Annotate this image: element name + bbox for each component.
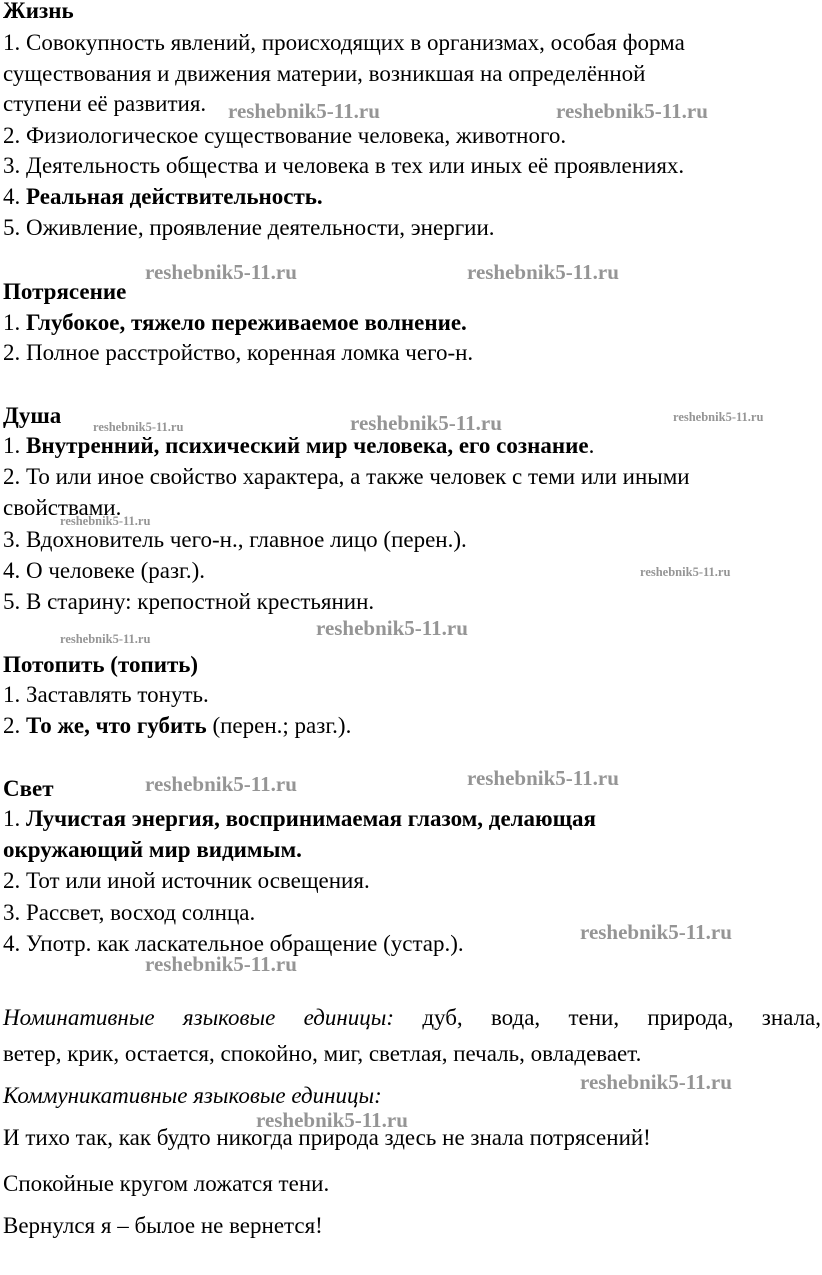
watermark: reshebnik5-11.ru — [145, 260, 297, 284]
definition-line: 2. Физиологическое существование человека, животного. — [3, 123, 567, 148]
definition-line: 3. Деятельность общества и человека в тех или иных её проявлениях. — [3, 153, 685, 178]
definition-rest-text: . — [588, 433, 595, 458]
watermark: reshebnik5-11.ru — [60, 514, 151, 528]
definition-line — [3, 310, 467, 336]
watermark: reshebnik5-11.ru — [316, 616, 468, 640]
definition-bold-text: Реальная действительность. — [26, 184, 323, 209]
watermark: reshebnik5-11.ru — [93, 420, 184, 434]
definition-line: 2. То или иное свойство характера, а также человек с теми или иными — [3, 464, 690, 489]
watermark: reshebnik5-11.ru — [467, 766, 619, 790]
definition-line: 1. Совокупность явлений, происходящих в организмах, особая форма — [3, 30, 685, 55]
definition-line: 5. Оживление, проявление деятельности, энергии. — [3, 215, 495, 240]
watermark: reshebnik5-11.ru — [60, 632, 151, 646]
definition-line: 5. В старину: крепостной крестьянин. — [3, 589, 375, 614]
definition-line: окружающий мир видимым. — [3, 837, 302, 862]
definition-line: ступени её развития. — [3, 91, 207, 116]
definition-line — [3, 806, 596, 832]
definition-number: 1. — [3, 806, 26, 831]
definition-line: 1. Заставлять тонуть. — [3, 682, 209, 707]
watermark: reshebnik5-11.ru — [556, 99, 708, 123]
communicative-sentence: И тихо так, как будто никогда природа здесь не знала потрясений! — [3, 1125, 651, 1150]
definition-line: свойствами. — [3, 495, 122, 520]
definition-line: 3. Вдохновитель чего-н., главное лицо (перен.). — [3, 527, 467, 552]
watermark: reshebnik5-11.ru — [580, 920, 732, 944]
entry-title-potryasenie: Потрясение — [3, 279, 127, 304]
communicative-sentence: Спокойные кругом ложатся тени. — [3, 1171, 330, 1196]
watermark: reshebnik5-11.ru — [467, 260, 619, 284]
definition-bold-text: То же, что губить — [26, 713, 207, 738]
communicative-label: Коммуникативные языковые единицы: — [3, 1083, 382, 1108]
entry-title-zhizn: Жизнь — [3, 0, 74, 23]
definition-number: 1. — [3, 310, 26, 335]
watermark: reshebnik5-11.ru — [145, 772, 297, 796]
communicative-sentence: Вернулся я – былое не вернется! — [3, 1213, 323, 1238]
nominative-line-1 — [3, 1005, 821, 1031]
definition-line — [3, 184, 323, 210]
definition-number: 2. — [3, 713, 26, 738]
definition-line: 2. Полное расстройство, коренная ломка чего-н. — [3, 340, 474, 365]
definition-bold-text: Внутренний, психический мир человека, его сознание — [26, 433, 589, 458]
entry-title-svet: Свет — [3, 776, 54, 801]
definition-bold-text: Лучистая энергия, воспринимаемая глазом, делающая — [26, 806, 596, 831]
nominative-words-2: ветер, крик, остается, спокойно, миг, светлая, печаль, овладевает. — [3, 1041, 642, 1066]
definition-line — [3, 713, 351, 739]
definition-line: 4. О человеке (разг.). — [3, 558, 206, 583]
definition-rest-text: (перен.; разг.). — [206, 713, 352, 738]
entry-title-dusha: Душа — [3, 403, 62, 428]
definition-number: 1. — [3, 433, 26, 458]
watermark: reshebnik5-11.ru — [145, 952, 297, 976]
watermark: reshebnik5-11.ru — [580, 1070, 732, 1094]
definition-bold-text: Глубокое, тяжело переживаемое волнение. — [26, 310, 467, 335]
definition-line — [3, 433, 594, 459]
definition-line: существования и движения материи, возникшая на определённой — [3, 61, 646, 86]
definition-line: 2. Тот или иной источник освещения. — [3, 868, 370, 893]
nominative-words-1: дуб, вода, тени, природа, знала, — [422, 1005, 822, 1030]
definition-line: 3. Рассвет, восход солнца. — [3, 900, 256, 925]
definition-number: 4. — [3, 184, 26, 209]
watermark: reshebnik5-11.ru — [673, 410, 764, 424]
watermark: reshebnik5-11.ru — [228, 99, 380, 123]
nominative-label: Номинативные языковые единицы: — [3, 1005, 395, 1030]
definition-line: 4. Употр. как ласкательное обращение (устар.). — [3, 931, 464, 956]
watermark: reshebnik5-11.ru — [640, 565, 731, 579]
watermark: reshebnik5-11.ru — [256, 1108, 408, 1132]
watermark: reshebnik5-11.ru — [350, 411, 502, 435]
entry-title-potopit: Потопить (топить) — [3, 652, 199, 677]
